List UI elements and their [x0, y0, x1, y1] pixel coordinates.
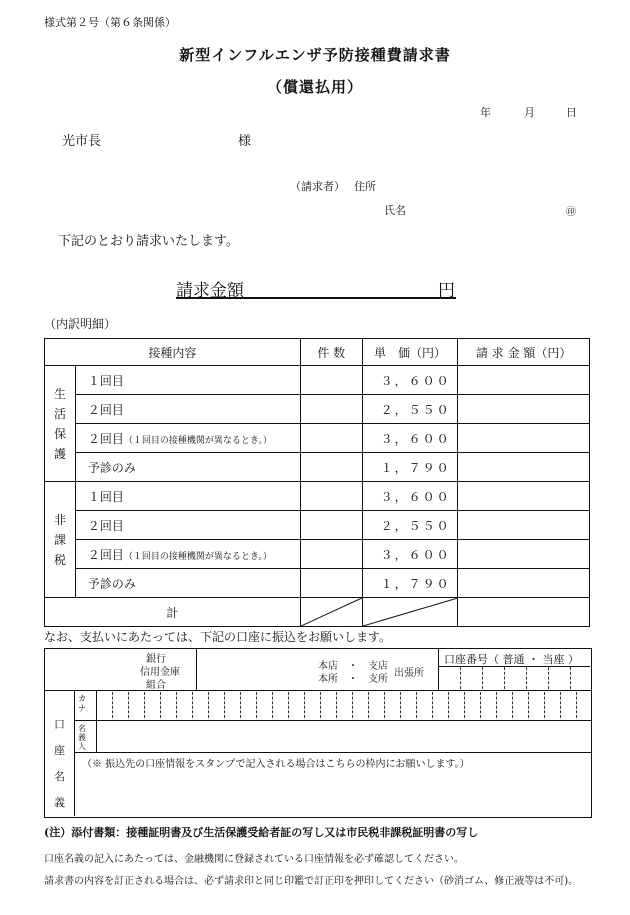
total-count-disabled [300, 598, 362, 627]
institution-shinkin: 信用金庫 [140, 667, 180, 678]
note-line-1: 口座名義の記入にあたっては、金融機関に登録されている口座情報を必ず確認してください。 [44, 854, 464, 865]
amount-unit: 円 [438, 281, 455, 301]
row-label: １回目 [75, 366, 300, 395]
count-cell[interactable] [300, 569, 362, 598]
amount-cell[interactable] [458, 482, 590, 511]
kana-cell-divider [112, 692, 113, 718]
kana-cell-divider [160, 692, 161, 718]
name-holder-label: 名義人 [78, 724, 86, 751]
row-label: 予診のみ [75, 569, 300, 598]
total-amount-cell[interactable] [458, 598, 590, 627]
count-cell[interactable] [300, 540, 362, 569]
kana-cell-divider [368, 692, 369, 718]
unit-price: ２，５５０ [362, 395, 458, 424]
institution-kumiai: 組合 [146, 680, 166, 691]
kana-cell-divider [320, 692, 321, 718]
total-price-disabled [362, 598, 458, 627]
kana-cell-divider [432, 692, 433, 718]
table-row [45, 540, 590, 569]
unit-price: ３，６００ [362, 482, 458, 511]
stamp-note: （※ 振込先の口座情報をスタンプで記入される場合はこちらの枠内にお願いします。） [82, 759, 470, 770]
header-claim-amount: 請 求 金 額（円） [458, 339, 590, 366]
table-row [45, 482, 590, 511]
header-count: 件 数 [300, 339, 362, 366]
branch-office: 出張所 [394, 668, 424, 679]
table-row [45, 569, 590, 598]
kana-cell-divider [416, 692, 417, 718]
row-label: ２回目（１回目の接種機関が異なるとき。） [75, 540, 300, 569]
count-cell[interactable] [300, 511, 362, 540]
kana-cell-divider [400, 692, 401, 718]
kana-cell-divider [192, 692, 193, 718]
kana-cell-divider [336, 692, 337, 718]
claimant-name-label: 氏名 [384, 204, 406, 217]
kana-cell-divider [240, 692, 241, 718]
page-subtitle: （償還払用） [266, 78, 363, 96]
kana-cell-divider [352, 692, 353, 718]
unit-price: ３，６００ [362, 366, 458, 395]
total-row [45, 598, 590, 627]
date-year: 年 [480, 106, 491, 119]
kana-label: カナ [78, 694, 86, 713]
count-cell[interactable] [300, 453, 362, 482]
unit-price: １，７９０ [362, 453, 458, 482]
bank-note: なお、支払いにあたっては、下記の口座に振込をお願いします。 [44, 630, 392, 644]
kana-cell-divider [512, 692, 513, 718]
table-row [45, 424, 590, 453]
breakdown-table [44, 338, 590, 627]
amount-cell[interactable] [458, 424, 590, 453]
amount-cell[interactable] [458, 569, 590, 598]
table-row [45, 366, 590, 395]
claimant-label: （請求者） [290, 180, 345, 193]
kana-cell-divider [464, 692, 465, 718]
kana-cell-divider [496, 692, 497, 718]
amount-cell[interactable] [458, 366, 590, 395]
count-cell[interactable] [300, 482, 362, 511]
kana-cell-divider [256, 692, 257, 718]
category-welfare: 生 活 保 護 [45, 366, 76, 482]
kana-cell-divider [384, 692, 385, 718]
row-label: １回目 [75, 482, 300, 511]
amount-label: 請求金額 [176, 281, 244, 301]
amount-cell[interactable] [458, 511, 590, 540]
table-header-row [45, 339, 590, 366]
institution-bank: 銀行 [146, 654, 166, 665]
request-text: 下記のとおり請求いたします。 [58, 234, 239, 249]
row-label: 予診のみ [75, 453, 300, 482]
breakdown-label: （内訳明細） [44, 317, 117, 331]
unit-price: ３，６００ [362, 424, 458, 453]
claimant-address-label: 住所 [354, 180, 376, 193]
kana-cell-divider [480, 692, 481, 718]
seal-mark: ㊞ [566, 207, 576, 218]
header-content: 接種内容 [45, 339, 301, 366]
kana-cell-divider [448, 692, 449, 718]
branch-type-2: 本所 ・ 支所 [318, 674, 388, 685]
kana-cell-divider [304, 692, 305, 718]
kana-cell-divider [560, 692, 561, 718]
amount-cell[interactable] [458, 540, 590, 569]
row-label: ２回目 [75, 395, 300, 424]
row-label: ２回目 [75, 511, 300, 540]
unit-price: ２，５５０ [362, 511, 458, 540]
addressee-honorific: 様 [238, 134, 252, 149]
kana-cell-divider [576, 692, 577, 718]
table-row [45, 511, 590, 540]
kana-cell-divider [208, 692, 209, 718]
unit-price: １，７９０ [362, 569, 458, 598]
kana-cell-divider [528, 692, 529, 718]
kana-cell-divider [128, 692, 129, 718]
date-month: 月 [524, 106, 535, 119]
kana-cell-divider [144, 692, 145, 718]
count-cell[interactable] [300, 395, 362, 424]
kana-cell-divider [288, 692, 289, 718]
table-row [45, 395, 590, 424]
attachment-note: (注）添付書類：接種証明書及び生活保護受給者証の写し又は市民税非課税証明書の写し [44, 826, 479, 839]
amount-cell[interactable] [458, 395, 590, 424]
unit-price: ３，６００ [362, 540, 458, 569]
date-day: 日 [566, 106, 577, 119]
amount-underline [176, 297, 456, 299]
page-title: 新型インフルエンザ予防接種費請求書 [179, 46, 451, 64]
count-cell[interactable] [300, 424, 362, 453]
row-label: ２回目（１回目の接種機関が異なるとき。） [75, 424, 300, 453]
total-label: 計 [45, 598, 301, 627]
addressee-city: 光市長 [62, 134, 102, 149]
category-tax-exempt: 非 課 税 [45, 482, 76, 598]
header-unit-price: 単 価（円） [362, 339, 458, 366]
account-number-label: 口座番号（ 普通 ・ 当座 ） [444, 653, 579, 666]
count-cell[interactable] [300, 366, 362, 395]
note-line-2: 請求書の内容を訂正される場合は、必ず請求印と同じ印鑑で訂正印を押印してください（砂消ゴム、修正液等は不可)。 [44, 876, 579, 887]
form-number: 様式第２号（第６条関係） [44, 16, 176, 29]
branch-type-1: 本店 ・ 支店 [318, 661, 388, 672]
kana-cell-divider [224, 692, 225, 718]
account-holder-label: 口 座 名 義 [54, 718, 65, 809]
kana-cell-divider [272, 692, 273, 718]
kana-cell-divider [544, 692, 545, 718]
kana-cell-divider [176, 692, 177, 718]
amount-cell[interactable] [458, 453, 590, 482]
table-row [45, 453, 590, 482]
